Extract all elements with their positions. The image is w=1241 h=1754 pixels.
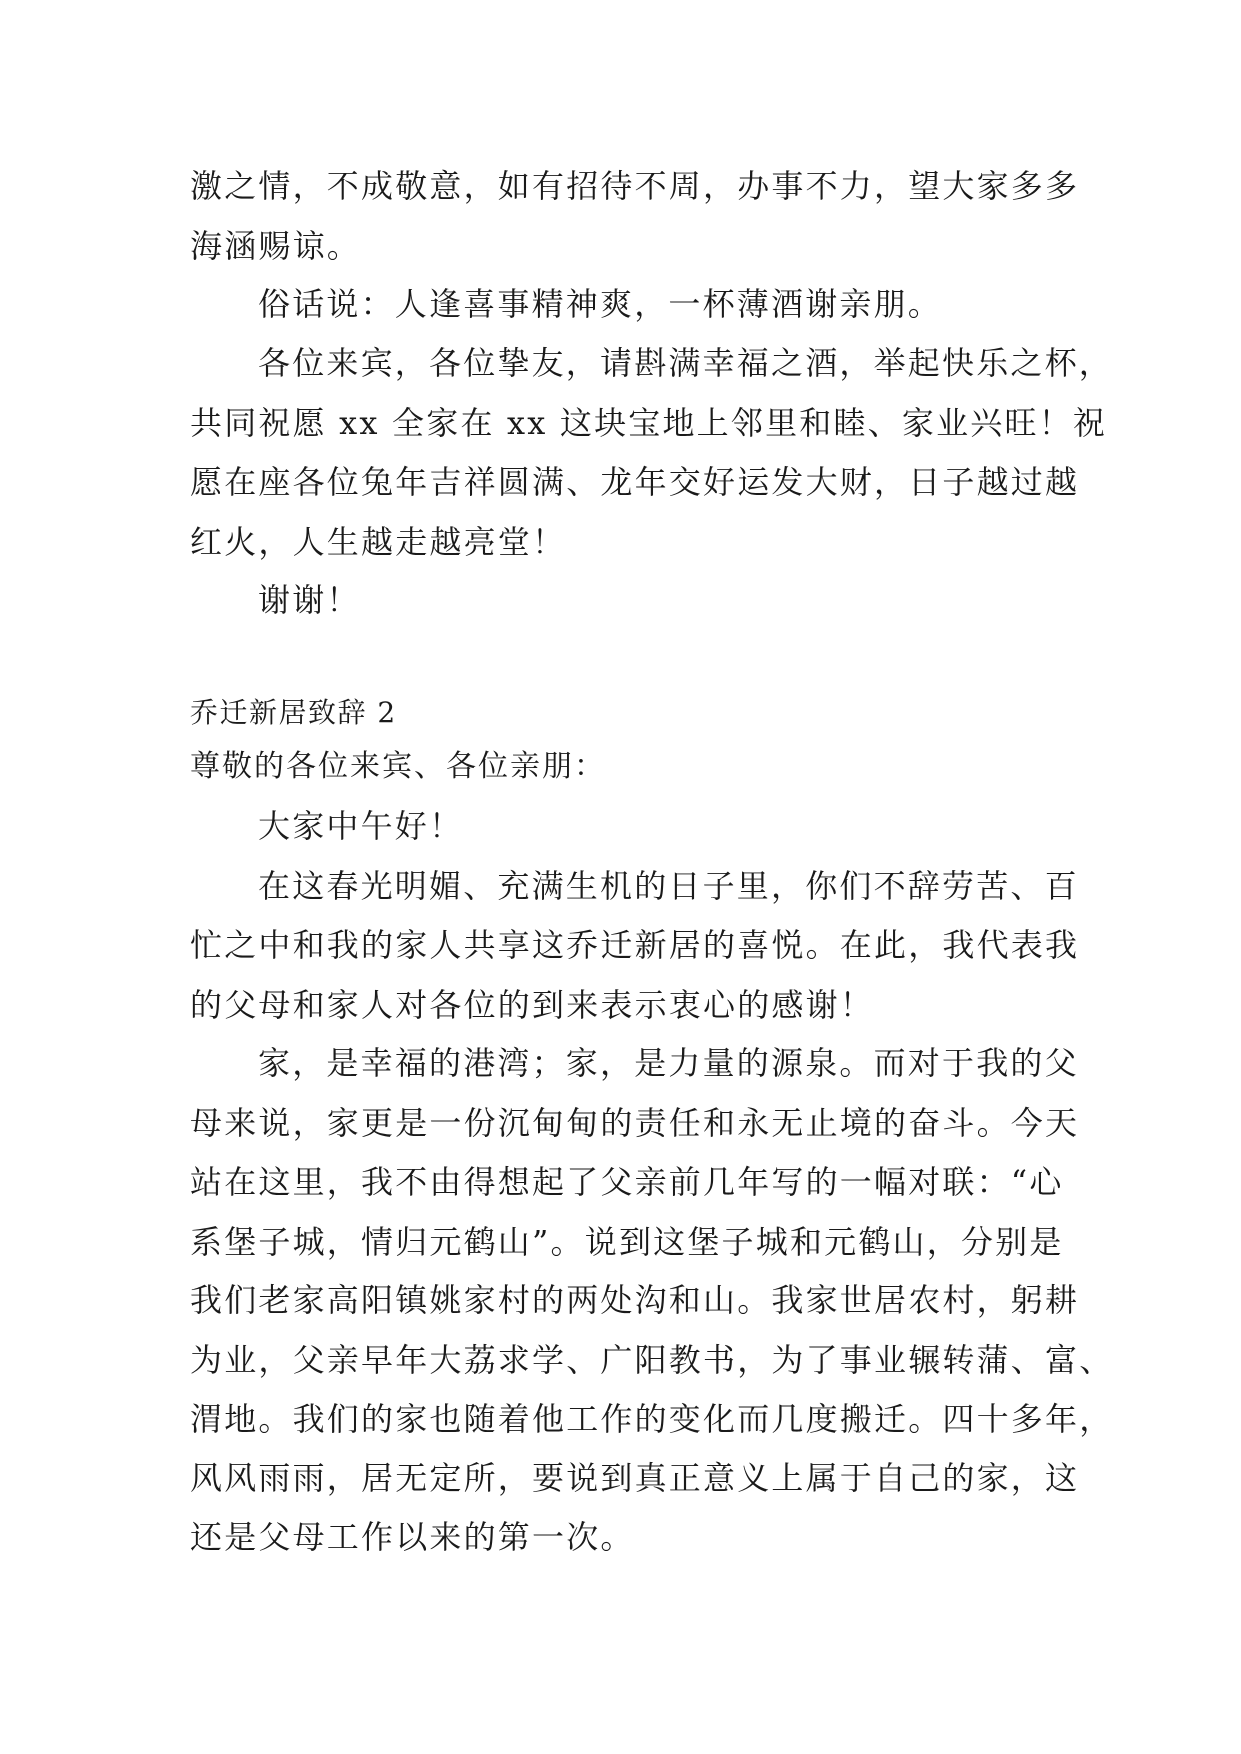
paragraph-line: 还是父母工作以来的第一次。 [190, 1518, 635, 1556]
paragraph-line: 忙之中和我的家人共享这乔迁新居的喜悦。在此，我代表我 [190, 926, 1080, 964]
paragraph-line: 站在这里，我不由得想起了父亲前几年写的一幅对联：“心 [190, 1163, 1064, 1201]
paragraph-line: 我们老家高阳镇姚家村的两处沟和山。我家世居农村，躬耕 [190, 1281, 1080, 1319]
paragraph-line: 母来说，家更是一份沉甸甸的责任和永无止境的奋斗。今天 [190, 1104, 1080, 1142]
paragraph-line: 海涵赐谅。 [190, 227, 362, 265]
paragraph-line: 各位来宾，各位挚友，请斟满幸福之酒，举起快乐之杯， [258, 344, 1114, 382]
paragraph-line: 激之情，不成敬意，如有招待不周，办事不力，望大家多多 [190, 167, 1080, 205]
paragraph-line: 谢谢！ [258, 581, 361, 619]
paragraph-line: 系堡子城，情归元鹤山”。说到这堡子城和元鹤山，分别是 [190, 1223, 1064, 1261]
paragraph-line: 在这春光明媚、充满生机的日子里，你们不辞劳苦、百 [258, 867, 1079, 905]
paragraph-line: 共同祝愿 xx 全家在 xx 这块宝地上邻里和睦、家业兴旺！祝 [190, 404, 1108, 442]
paragraph-line: 风风雨雨，居无定所，要说到真正意义上属于自己的家，这 [190, 1459, 1080, 1497]
paragraph-line: 愿在座各位兔年吉祥圆满、龙年交好运发大财，日子越过越 [190, 463, 1080, 501]
paragraph-line: 的父母和家人对各位的到来表示衷心的感谢！ [190, 986, 875, 1024]
paragraph-line: 渭地。我们的家也随着他工作的变化而几度搬迁。四十多年， [190, 1400, 1114, 1438]
salutation: 尊敬的各位来宾、各位亲朋： [190, 749, 606, 784]
paragraph-line: 大家中午好！ [258, 807, 464, 845]
section-title: 乔迁新居致辞 2 [190, 696, 397, 729]
paragraph-line: 俗话说：人逢喜事精神爽，一杯薄酒谢亲朋。 [258, 285, 943, 323]
paragraph-line: 红火，人生越走越亮堂！ [190, 523, 567, 561]
paragraph-line: 家，是幸福的港湾；家，是力量的源泉。而对于我的父 [258, 1044, 1079, 1082]
paragraph-line: 为业，父亲早年大荔求学、广阳教书，为了事业辗转蒲、富、 [190, 1341, 1114, 1379]
